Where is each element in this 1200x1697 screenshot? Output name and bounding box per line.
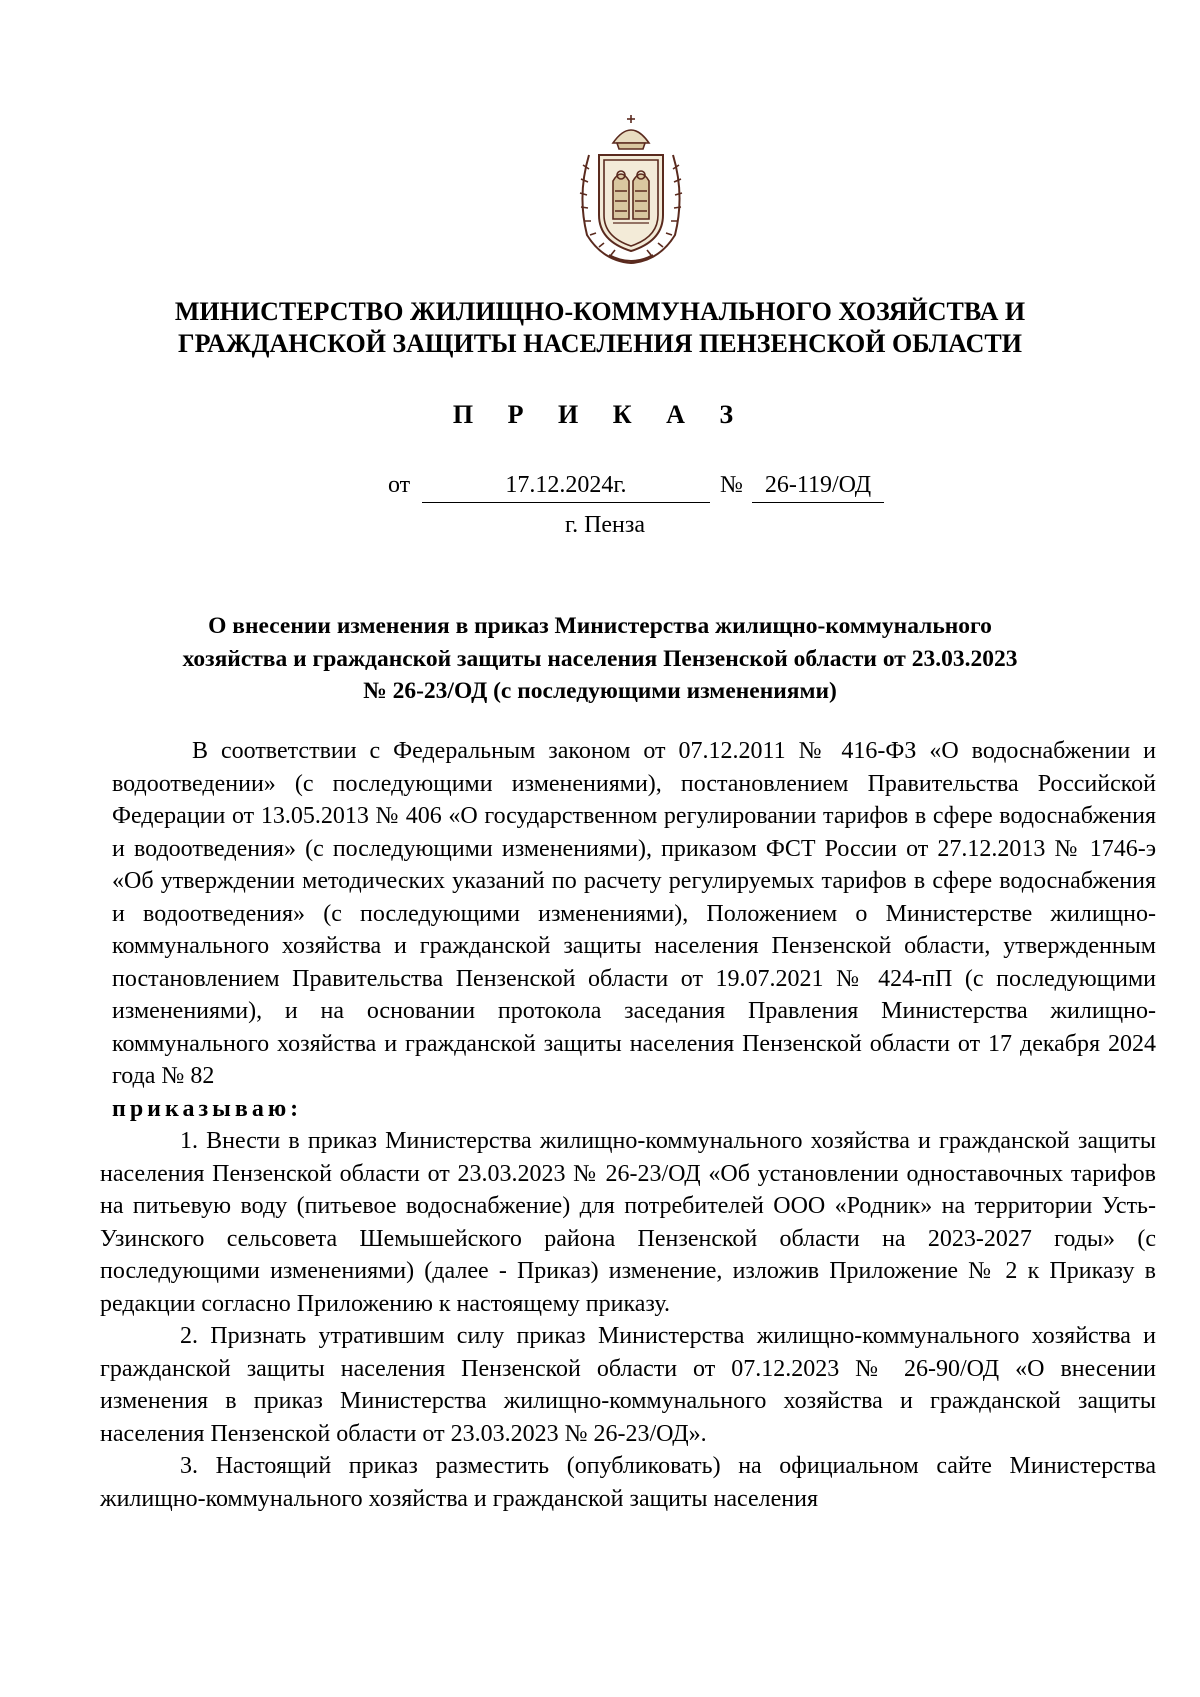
date-prefix: от <box>388 472 411 498</box>
organization-name <box>100 296 1100 360</box>
organization-line-1: МИНИСТЕРСТВО ЖИЛИЩНО-КОММУНАЛЬНОГО ХОЗЯЙСТВА И <box>174 297 1026 326</box>
order-date: 17.12.2024г. <box>422 472 710 503</box>
organization-line-2: ГРАЖДАНСКОЙ ЗАЩИТЫ НАСЕЛЕНИЯ ПЕНЗЕНСКОЙ ОБЛАСТИ <box>178 329 1022 358</box>
subject-line-1: О внесении изменения в приказ Министерства жилищно-коммунального <box>208 613 992 639</box>
subject-line-2: хозяйства и гражданской защиты населения Пензенской области от 23.03.2023 <box>182 645 1018 672</box>
order-directive: приказываю: <box>112 1095 303 1122</box>
number-prefix: № <box>720 472 743 498</box>
date-number-line <box>0 472 1200 506</box>
order-body <box>100 735 1156 1515</box>
document-type: П Р И К А З <box>452 400 748 429</box>
city: г. Пенза <box>564 512 646 538</box>
preamble-paragraph: В соответствии с Федеральным законом от 07.12.2011 № 416-ФЗ «О водоснабжении и водоотведении» (с последующими изменениями), постановлением Правительства Российской Федерации от 13.05.2013 № 406 «О государственном регулировании тарифов в сфере водоснабжения и водоотведения» (с последующими изменениями), приказом ФСТ России от 27.12.2013 № 1746-э «Об утверждении методических указаний по расчету регулируемых тарифов в сфере водоснабжения и водоотведения» (с последующими изменениями), Положением о Министерстве жилищно-коммунального хозяйства и гражданской защиты населения Пензенской области, утвержденным постановлением Правительства Пензенской области от 19.07.2021 № 424-пП (с последующими изменениями), и на основании протокола заседания Правления Министерства жилищно-коммунального хозяйства и гражданской защиты населения Пензенской области от 17 декабря 2024 года № 82 <box>112 738 1156 1089</box>
coat-of-arms-icon <box>573 115 689 265</box>
order-item-3: 3. Настоящий приказ разместить (опубликовать) на официальном сайте Министерства жилищно-коммунального хозяйства и гражданской защиты населения <box>100 1453 1156 1512</box>
order-number: 26-119/ОД <box>752 472 884 503</box>
subject-line-3: № 26-23/ОД (с последующими изменениями) <box>363 678 837 704</box>
order-subject <box>110 610 1090 708</box>
order-item-2: 2. Признать утратившим силу приказ Министерства жилищно-коммунального хозяйства и гражданской защиты населения Пензенской области от 07.12.2023 № 26-90/ОД «О внесении изменения в приказ Министерства жилищно-коммунального хозяйства и гражданской защиты населения Пензенской области от 23.03.2023 № 26-23/ОД». <box>100 1323 1156 1447</box>
order-item-1: 1. Внести в приказ Министерства жилищно-коммунального хозяйства и гражданской защиты населения Пензенской области от 23.03.2023 № 26-23/ОД «Об установлении одноставочных тарифов на питьевую воду (питьевое водоснабжение) для потребителей ООО «Родник» на территории Усть-Узинского сельсовета Шемышейского района Пензенской области на 2023-2027 годы» (с последующими изменениями) (далее - Приказ) изменение, изложив Приложение № 2 к Приказу в редакции согласно Приложению к настоящему приказу. <box>100 1128 1156 1317</box>
